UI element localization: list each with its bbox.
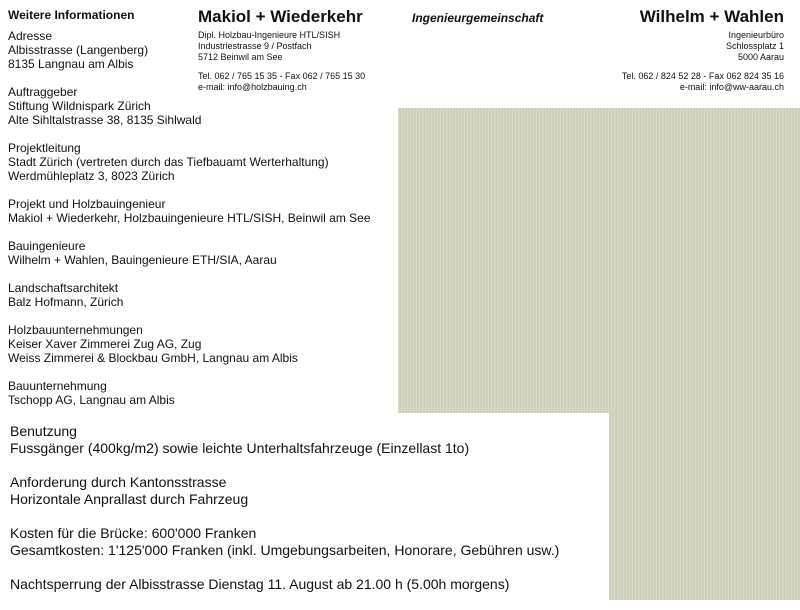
info-heading: Weitere Informationen [8, 8, 135, 22]
left-company-line: Industriestrasse 9 / Postfach [198, 41, 312, 51]
section-line: Alte Sihltalstrasse 38, 8135 Sihlwald [8, 113, 202, 127]
info-line: Benutzung [10, 423, 77, 439]
section-line: Bauunternehmung [8, 379, 107, 393]
section-line: Makiol + Wiederkehr, Holzbauingenieure HTL/SISH, Beinwil am See [8, 211, 371, 225]
left-company-email: e-mail: info@holzbauing.ch [198, 82, 307, 92]
left-company-line: 5712 Beinwil am See [198, 52, 283, 62]
client-section [8, 85, 398, 127]
landscape-architect-section [8, 281, 398, 309]
section-line: Wilhelm + Wahlen, Bauingenieure ETH/SIA, Aarau [8, 253, 277, 267]
section-line: Landschaftsarchitekt [8, 281, 119, 295]
section-line: Werdmühleplatz 3, 8023 Zürich [8, 169, 175, 183]
right-company-line: 5000 Aarau [737, 52, 784, 62]
timber-engineer-section [8, 197, 398, 225]
info-line: Fussgänger (400kg/m2) sowie leichte Unterhaltsfahrzeuge (Einzellast 1to) [10, 440, 470, 456]
civil-engineer-section [8, 239, 398, 267]
project-lead-section [8, 141, 398, 183]
section-line: Projekt und Holzbauingenieur [8, 197, 166, 211]
left-company-line: Dipl. Holzbau-Ingenieure HTL/SISH [198, 30, 341, 40]
right-company-line: Schlossplatz 1 [725, 41, 784, 51]
right-company-title: Wilhelm + Wahlen [639, 7, 784, 26]
section-line: Albisstrasse (Langenberg) [8, 43, 149, 57]
info-line: Gesamtkosten: 1'125'000 Franken (inkl. Umgebungsarbeiten, Honorare, Gebühren usw.) [10, 542, 560, 558]
timber-contractors-section [8, 323, 398, 365]
section-line: Adresse [8, 29, 53, 43]
section-line: Bauingenieure [8, 239, 86, 253]
requirement-block [10, 474, 559, 508]
right-company-email: e-mail: info@ww-aarau.ch [679, 82, 784, 92]
section-line: Holzbauunternehmungen [8, 323, 143, 337]
construction-contractor-section [8, 379, 398, 407]
left-company-phone: Tel. 062 / 765 15 35 - Fax 062 / 765 15 30 [198, 71, 366, 81]
info-column [8, 8, 398, 421]
section-line: 8135 Langnau am Albis [8, 57, 134, 71]
left-company-title: Makiol + Wiederkehr [198, 7, 363, 26]
section-line: Auftraggeber [8, 85, 78, 99]
section-line: Projektleitung [8, 141, 81, 155]
cost-block [10, 525, 559, 559]
header-middle-label: Ingenieurgemeinschaft [412, 11, 544, 25]
section-line: Tschopp AG, Langnau am Albis [8, 393, 175, 407]
section-line: Stadt Zürich (vertreten durch das Tiefbauamt Werterhaltung) [8, 155, 329, 169]
info-line: Kosten für die Brücke: 600'000 Franken [10, 525, 257, 541]
right-company-phone: Tel. 062 / 824 52 28 - Fax 062 824 35 16 [621, 71, 784, 81]
address-section [8, 29, 398, 71]
usage-info-content [10, 423, 559, 610]
info-line: Anforderung durch Kantonsstrasse [10, 474, 227, 490]
info-line: Horizontale Anprallast durch Fahrzeug [10, 491, 249, 507]
section-line: Weiss Zimmerei & Blockbau GmbH, Langnau am Albis [8, 351, 298, 365]
usage-info-box [0, 413, 609, 600]
right-company-details [622, 30, 784, 93]
section-line: Keiser Xaver Zimmerei Zug AG, Zug [8, 337, 202, 351]
usage-block [10, 423, 559, 457]
info-line: Nachtsperrung der Albisstrasse Dienstag 11. August ab 21.00 h (5.00h morgens) [10, 576, 510, 592]
right-company-line: Ingenieurbüro [728, 30, 784, 40]
closure-block [10, 576, 559, 593]
section-line: Balz Hofmann, Zürich [8, 295, 124, 309]
section-line: Stiftung Wildnispark Zürich [8, 99, 151, 113]
